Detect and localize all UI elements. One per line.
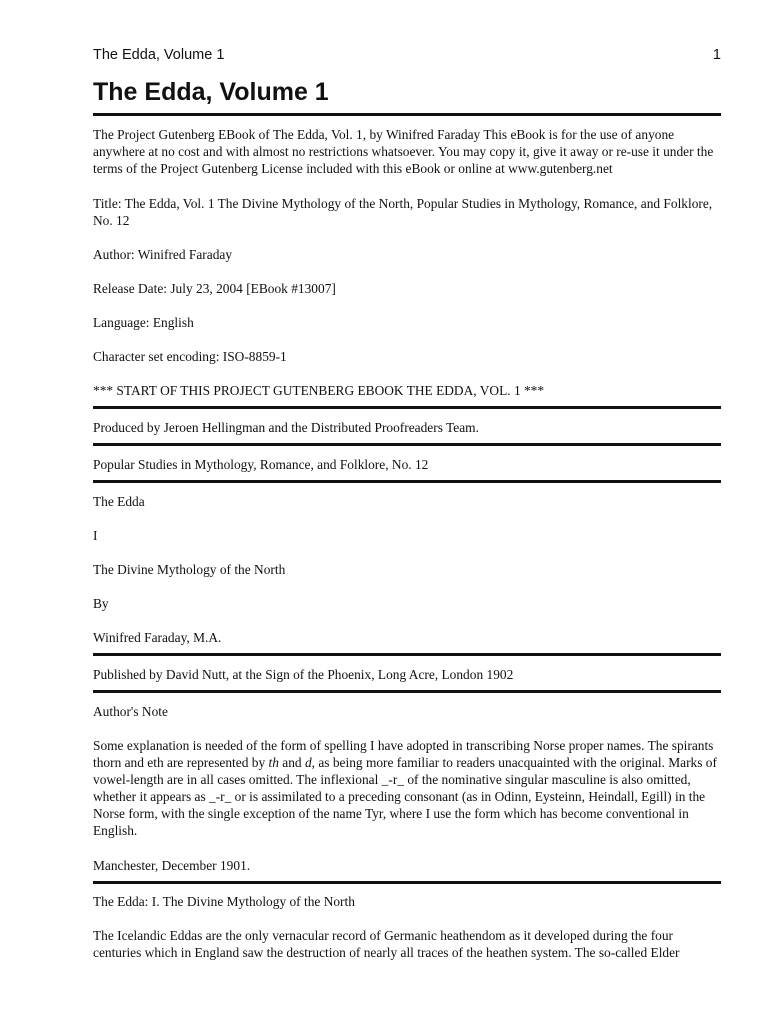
note-text: , as being more familiar to readers unacquainted with the original. Marks of vowel-length are in all cases omitted. The inflexional _-r_ of the nominative singular masculine is also omitted, whether it appears as _-r_ or is assimilated to a preceding consonant (as in Odinn, Eysteinn, Heindall, Egill) in the Norse form, with the single exception of the name Tyr, where I use the form which has become conventional in English. — [93, 755, 717, 838]
publisher-line: Published by David Nutt, at the Sign of the Phoenix, Long Acre, London 1902 — [93, 667, 514, 682]
release-date-line: Release Date: July 23, 2004 [EBook #13007] — [93, 281, 336, 296]
note-italic-th: th — [268, 755, 279, 770]
title-line: Title: The Edda, Vol. 1 The Divine Mythology of the North, Popular Studies in Mythology, Romance, and Folklore, No. 12 — [93, 196, 713, 228]
body-paragraph: The Icelandic Eddas are the only vernacular record of Germanic heathendom as it developed during the four centuries which in England saw the destruction of nearly all traces of the heathen system. The so-called Elder — [93, 928, 680, 960]
note-text: Some explanation is needed of the form of spelling I have adopted in transcribing Norse proper names. The spirants thorn and eth are represented by — [93, 738, 714, 770]
note-italic-d: d — [304, 755, 312, 770]
authors-note-paragraph — [93, 737, 721, 839]
series-line: Popular Studies in Mythology, Romance, and Folklore, No. 12 — [93, 457, 429, 472]
volume-numeral: I — [93, 528, 98, 543]
start-marker: *** START OF THIS PROJECT GUTENBERG EBOOK THE EDDA, VOL. 1 *** — [93, 383, 545, 398]
book-title-line: The Edda — [93, 494, 145, 509]
section-rule — [93, 480, 721, 483]
section-rule — [93, 690, 721, 693]
produced-by-line: Produced by Jeroen Hellingman and the Distributed Proofreaders Team. — [93, 420, 479, 435]
section-rule — [93, 653, 721, 656]
document-title: The Edda, Volume 1 — [93, 78, 329, 106]
authors-note-heading: Author's Note — [93, 704, 168, 719]
title-rule — [93, 113, 721, 116]
author-line: Author: Winifred Faraday — [93, 247, 233, 262]
section-rule — [93, 881, 721, 884]
by-line: By — [93, 596, 109, 611]
intro-paragraph: The Project Gutenberg EBook of The Edda, Vol. 1, by Winifred Faraday This eBook is for the use of anyone anywhere at no cost and with almost no restrictions whatsoever. You may copy it, give it away or re-use it under the terms of the Project Gutenberg License included with this eBook or online at www.gutenberg.net — [93, 127, 714, 176]
language-line: Language: English — [93, 315, 194, 330]
subtitle-line: The Divine Mythology of the North — [93, 562, 286, 577]
dateline: Manchester, December 1901. — [93, 858, 251, 873]
section-heading: The Edda: I. The Divine Mythology of the North — [93, 894, 355, 909]
note-text: and — [278, 755, 305, 770]
encoding-line: Character set encoding: ISO-8859-1 — [93, 349, 287, 364]
author-name-line: Winifred Faraday, M.A. — [93, 630, 222, 645]
running-title: The Edda, Volume 1 — [93, 47, 225, 63]
section-rule — [93, 406, 721, 409]
running-header — [93, 47, 721, 67]
page-number: 1 — [712, 47, 721, 63]
section-rule — [93, 443, 721, 446]
